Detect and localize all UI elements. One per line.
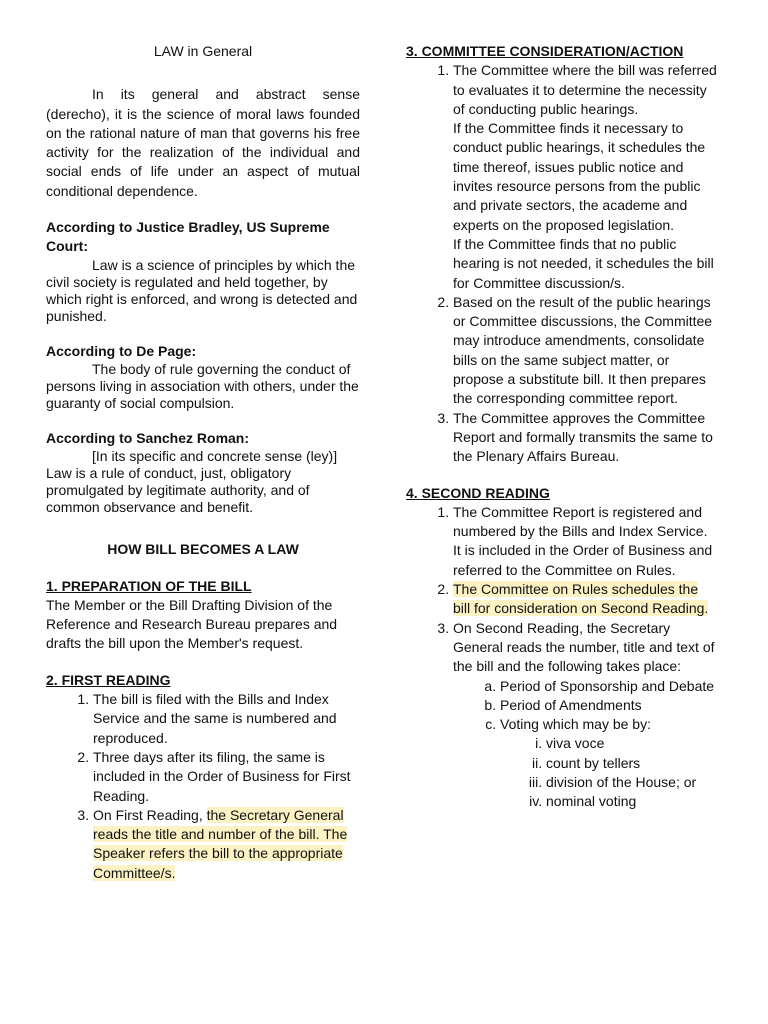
list-item: i. viva voce — [546, 734, 718, 753]
list-item: a. Period of Sponsorship and Debate — [500, 677, 718, 696]
preparation-heading: 1. PREPARATION OF THE BILL — [46, 577, 252, 594]
preparation-text: The Member or the Bill Drafting Division of the Reference and Research Bureau prepares and drafts the bill upon the Member's request. — [46, 596, 338, 652]
second-reading-heading: 4. SECOND READING — [406, 484, 550, 501]
list-item — [453, 61, 718, 293]
highlighted-text: the Secretary General reads the title and number of the bill. The Speaker refers the bill to the appropriate Committee/s. — [93, 806, 348, 881]
sanchez-heading: According to Sanchez Roman: — [46, 429, 250, 446]
committee-item1-part-b: If the Committee finds it necessary to conduct public hearings, it schedules the time thereof, issues public notice and invites resource persons from the public and private sectors, the academe and experts on the proposed legislation. — [453, 120, 706, 233]
list-item: iv. nominal voting — [546, 792, 718, 811]
committee-heading: 3. COMMITTEE CONSIDERATION/ACTION — [406, 43, 684, 59]
list-item — [453, 580, 718, 619]
list-item: 3. The Committee approves the Committee Report and formally transmits the same to the Plenary Affairs Bureau. — [453, 409, 718, 467]
left-column — [46, 42, 360, 883]
depage-definition: The body of rule governing the conduct of persons living in association with others, under the guaranty of social compulsion. — [46, 360, 359, 411]
list-item: 1. The Committee Report is registered and numbered by the Bills and Index Service. It is included in the Order of Business and referred to the Committee on Rules. — [453, 503, 718, 580]
periods-list — [453, 677, 718, 812]
depage-heading: According to De Page: — [46, 342, 197, 359]
list-item: ii. count by tellers — [546, 754, 718, 773]
list-item: 2. Based on the result of the public hearings or Committee discussions, the Committee may introduce amendments, consolidate bills on the same subject matter, or propose a substitute bill. It then prepares the corresponding committee report. — [453, 293, 718, 409]
list-item — [500, 715, 718, 811]
committee-list — [406, 61, 718, 466]
bradley-heading: According to Justice Bradley, US Supreme Court: — [46, 219, 330, 255]
first-reading-list — [46, 690, 360, 883]
law-general-title: LAW in General — [153, 43, 253, 59]
second-reading-list — [406, 503, 718, 812]
law-general-paragraph: In its general and abstract sense (derecho), it is the science of moral laws founded on the rational nature of man that governs his free activity for the realization of the individual and social ends of life under an aspect of mutual conditional dependence. — [46, 86, 360, 199]
list-item: iii. division of the House; or — [546, 773, 718, 792]
right-column — [406, 42, 718, 812]
committee-item1-part-c: If the Committee finds that no public hearing is not needed, it schedules the bill for Committee discussion/s. — [453, 235, 714, 291]
voting-methods-list — [500, 734, 718, 811]
highlighted-text: The Committee on Rules schedules the bill for consideration on Second Reading. — [453, 581, 709, 617]
second-reading-item3-text: On Second Reading, the Secretary General reads the number, title and text of the bill and the following takes place: — [453, 619, 715, 675]
list-item: 2. Three days after its filing, the same is included in the Order of Business for First Reading. — [93, 748, 360, 806]
first-reading-item3-text: On First Reading, — [93, 806, 207, 823]
list-item: b. Period of Amendments — [500, 696, 718, 715]
list-item — [453, 619, 718, 812]
bill-process-title: HOW BILL BECOMES A LAW — [107, 541, 299, 558]
committee-item1-part-a: 1. The Committee where the bill was referred to evaluates it to determine the necessity of conducting public hearings. — [453, 62, 717, 117]
list-item: 1. The bill is filed with the Bills and Index Service and the same is numbered and reproduced. — [93, 690, 360, 748]
voting-intro: Voting which may be by: — [500, 716, 651, 733]
first-reading-heading: 2. FIRST READING — [46, 671, 171, 688]
sanchez-definition: [In its specific and concrete sense (ley)] Law is a rule of conduct, just, obligatory promulgated by legitimate authority, and of common observance and benefit. — [46, 448, 338, 516]
bradley-definition: Law is a science of principles by which the civil society is regulated and held together, by which right is enforced, and wrong is detected and punished. — [46, 256, 358, 324]
list-item — [93, 806, 360, 883]
